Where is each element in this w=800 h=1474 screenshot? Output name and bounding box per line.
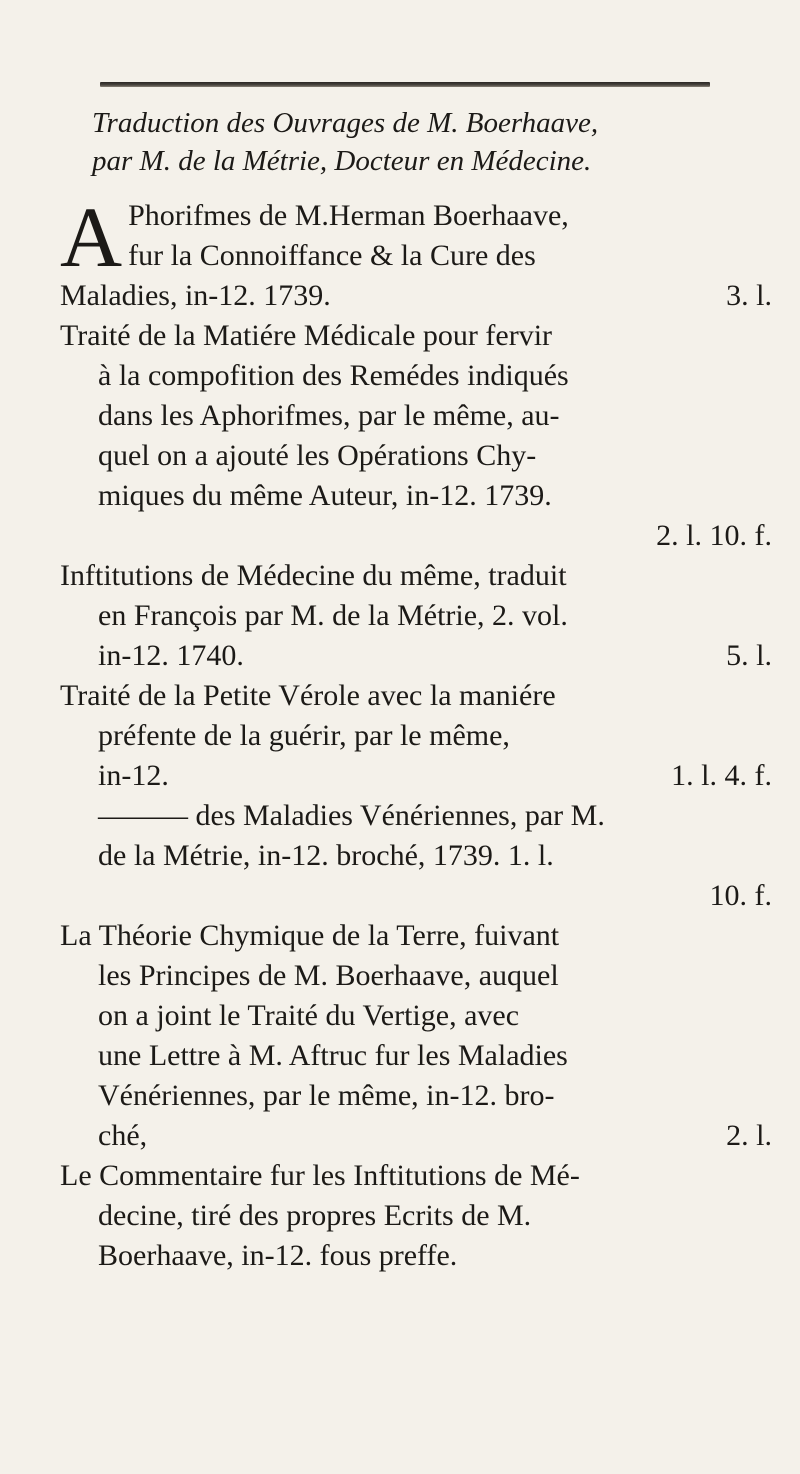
- entry-line: Traité de la Matiére Médicale pour fervir: [60, 319, 553, 352]
- entry-line: [60, 636, 772, 676]
- catalog-entry-matiere-medicale: [60, 316, 772, 556]
- entry-line: dans les Aphorifmes, par le même, au-: [98, 399, 560, 432]
- catalog-entry-aphorismes: [60, 189, 772, 316]
- entry-line: Traité de la Petite Vérole avec la maniére: [60, 679, 556, 712]
- entry-line: Phorifmes de M.Herman Boerhaave,: [128, 199, 569, 232]
- entry-line: ——— des Maladies Vénériennes, par M.: [98, 799, 605, 832]
- entry-line: une Lettre à M. Aftruc fur les Maladies: [98, 1039, 568, 1072]
- price: 5. l.: [726, 639, 772, 672]
- entry-line: de la Métrie, in-12. broché, 1739. 1. l.: [98, 839, 554, 872]
- entry-line: [60, 756, 772, 796]
- price: 1. l. 4. f.: [671, 759, 772, 792]
- entry-line: miques du même Auteur, in-12. 1739.: [98, 479, 552, 512]
- section-subheading: par M. de la Métrie, Docteur en Médecine.: [92, 145, 592, 177]
- entry-line: quel on a ajouté les Opérations Chy-: [98, 439, 537, 472]
- catalog-entry-theorie-chymique: [60, 916, 772, 1156]
- entry-text: in-12.: [98, 759, 169, 792]
- catalog-entry-maladies-veneriennes: [60, 796, 772, 916]
- entry-line: La Théorie Chymique de la Terre, fuivant: [60, 919, 560, 952]
- entry-text: in-12. 1740.: [98, 639, 244, 672]
- drop-cap: A: [60, 189, 123, 285]
- entry-line: [60, 1116, 772, 1156]
- entry-line: on a joint le Traité du Vertige, avec: [98, 999, 520, 1032]
- catalog-entry-institutions: [60, 556, 772, 676]
- entry-line: Vénériennes, par le même, in-12. bro-: [98, 1079, 555, 1112]
- section-heading: Traduction des Ouvrages de M. Boerhaave,: [92, 107, 599, 139]
- entry-line: Boerhaave, in-12. fous preffe.: [98, 1239, 458, 1272]
- entry-line: les Principes de M. Boerhaave, auquel: [98, 959, 559, 992]
- entry-line: decine, tiré des propres Ecrits de M.: [98, 1199, 532, 1232]
- entry-line: [60, 276, 772, 316]
- entry-line: [60, 876, 772, 916]
- price: 3. l.: [726, 279, 772, 312]
- entry-text: Maladies, in-12. 1739.: [60, 279, 331, 312]
- entry-line: à la compofition des Remédes indiqués: [98, 359, 569, 392]
- catalog-entry-petite-verole: [60, 676, 772, 796]
- entry-line: en François par M. de la Métrie, 2. vol.: [98, 599, 568, 632]
- entry-text: ché,: [98, 1119, 148, 1152]
- entry-line: Inftitutions de Médecine du même, traduit: [60, 559, 567, 592]
- header-rule: [100, 82, 710, 87]
- entry-line: [60, 516, 772, 556]
- entry-line: fur la Connoiffance & la Cure des: [128, 239, 536, 272]
- price: 2. l.: [726, 1119, 772, 1152]
- catalog-entry-commentaire: [60, 1156, 772, 1276]
- entry-line: préfente de la guérir, par le même,: [98, 719, 510, 752]
- entry-line: Le Commentaire fur les Inftitutions de Mé-: [60, 1159, 580, 1192]
- price: 2. l. 10. f.: [656, 519, 772, 552]
- price: 10. f.: [709, 879, 772, 912]
